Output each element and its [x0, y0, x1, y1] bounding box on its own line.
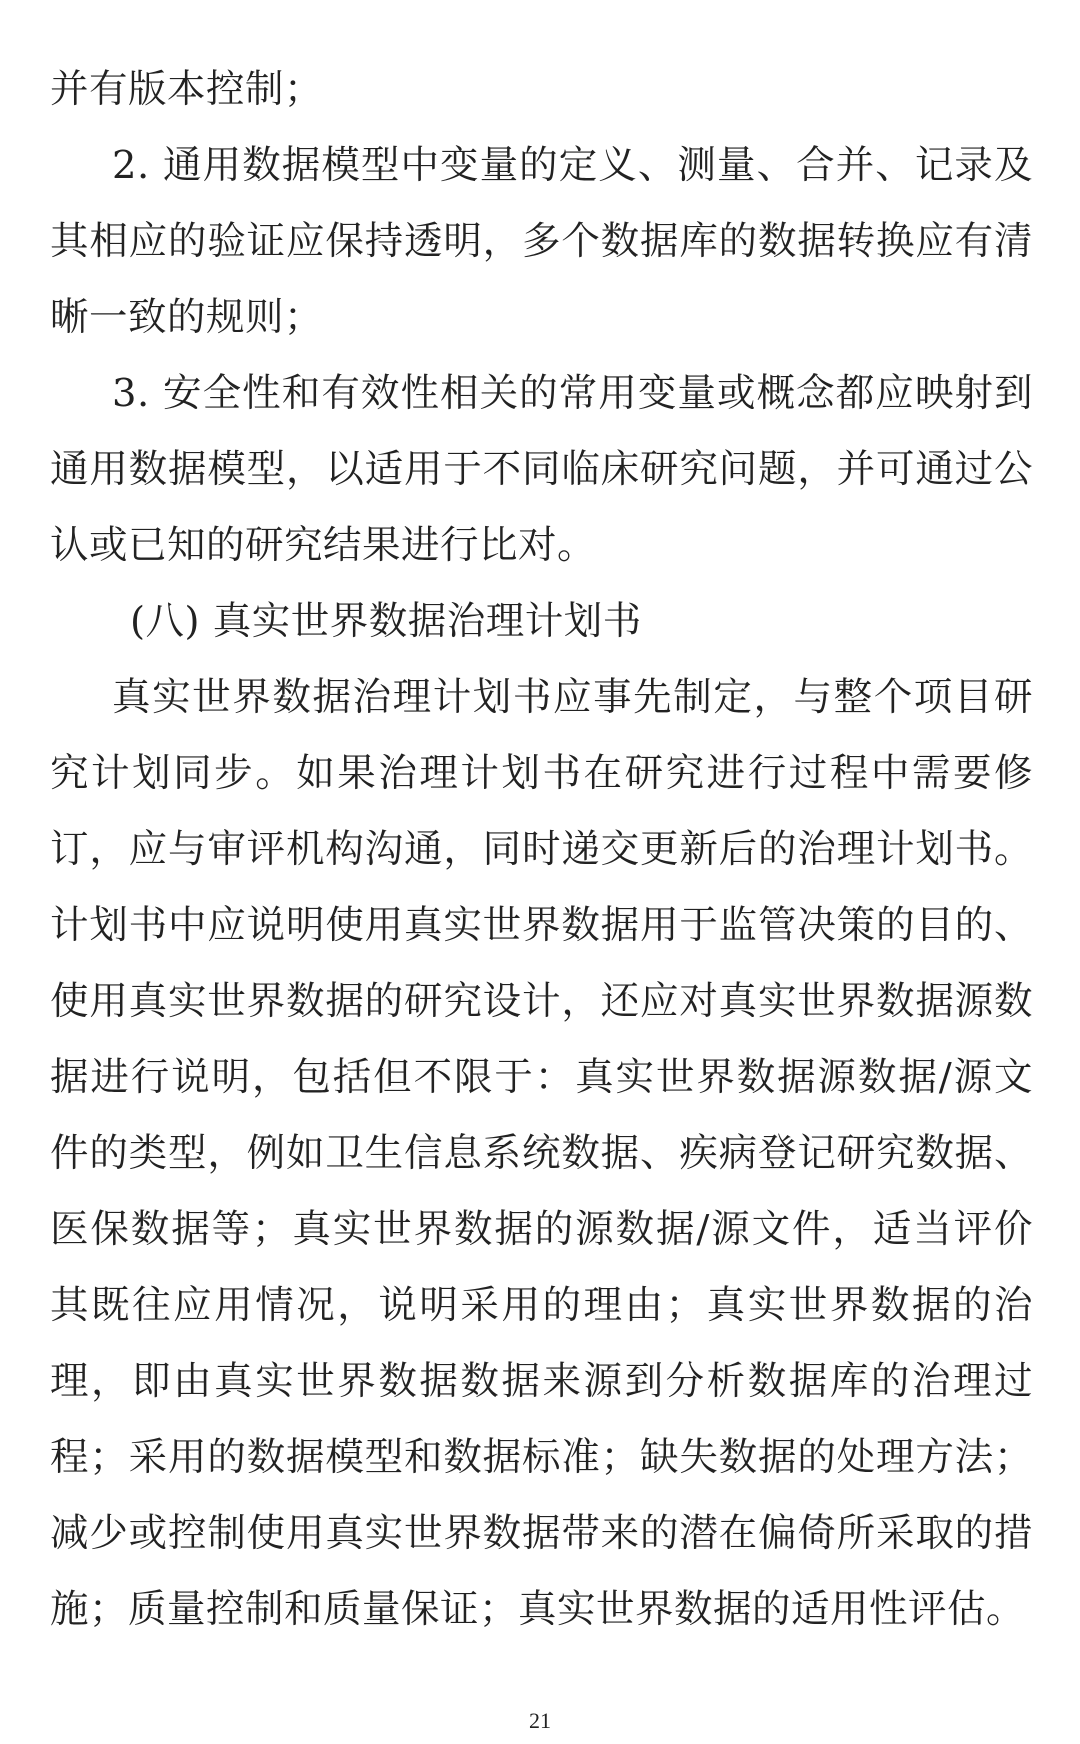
body-paragraph: 真实世界数据治理计划书应事先制定，与整个项目研究计划同步。如果治理计划书在研究进行过程中需要修订，应与审评机构沟通，同时递交更新后的治理计划书。计划书中应说明使用真实世界数据用于监管决策的目的、使用真实世界数据的研究设计，还应对真实世界数据源数据进行说明，包括但不限于：真实世界数据源数据/源文件的类型，例如卫生信息系统数据、疾病登记研究数据、医保数据等；真实世界数据的源数据/源文件，适当评价其既往应用情况，说明采用的理由；真实世界数据的治理，即由真实世界数据数据来源到分析数据库的治理过程；采用的数据模型和数据标准；缺失数据的处理方法；减少或控制使用真实世界数据带来的潜在偏倚所采取的措施；质量控制和质量保证；真实世界数据的适用性评估。	[50, 675, 1033, 1632]
section-heading: (八) 真实世界数据治理计划书	[130, 599, 642, 644]
document-body	[50, 52, 1033, 1648]
page-number: 21	[529, 1708, 551, 1733]
list-item-3: 3. 安全性和有效性相关的常用变量或概念都应映射到通用数据模型，以适用于不同临床研究问题，并可通过公认或已知的研究结果进行比对。	[50, 371, 1033, 568]
list-item-2: 2. 通用数据模型中变量的定义、测量、合并、记录及其相应的验证应保持透明，多个数据库的数据转换应有清晰一致的规则；	[50, 143, 1033, 340]
paragraph-continuation: 并有版本控制；	[50, 67, 324, 112]
